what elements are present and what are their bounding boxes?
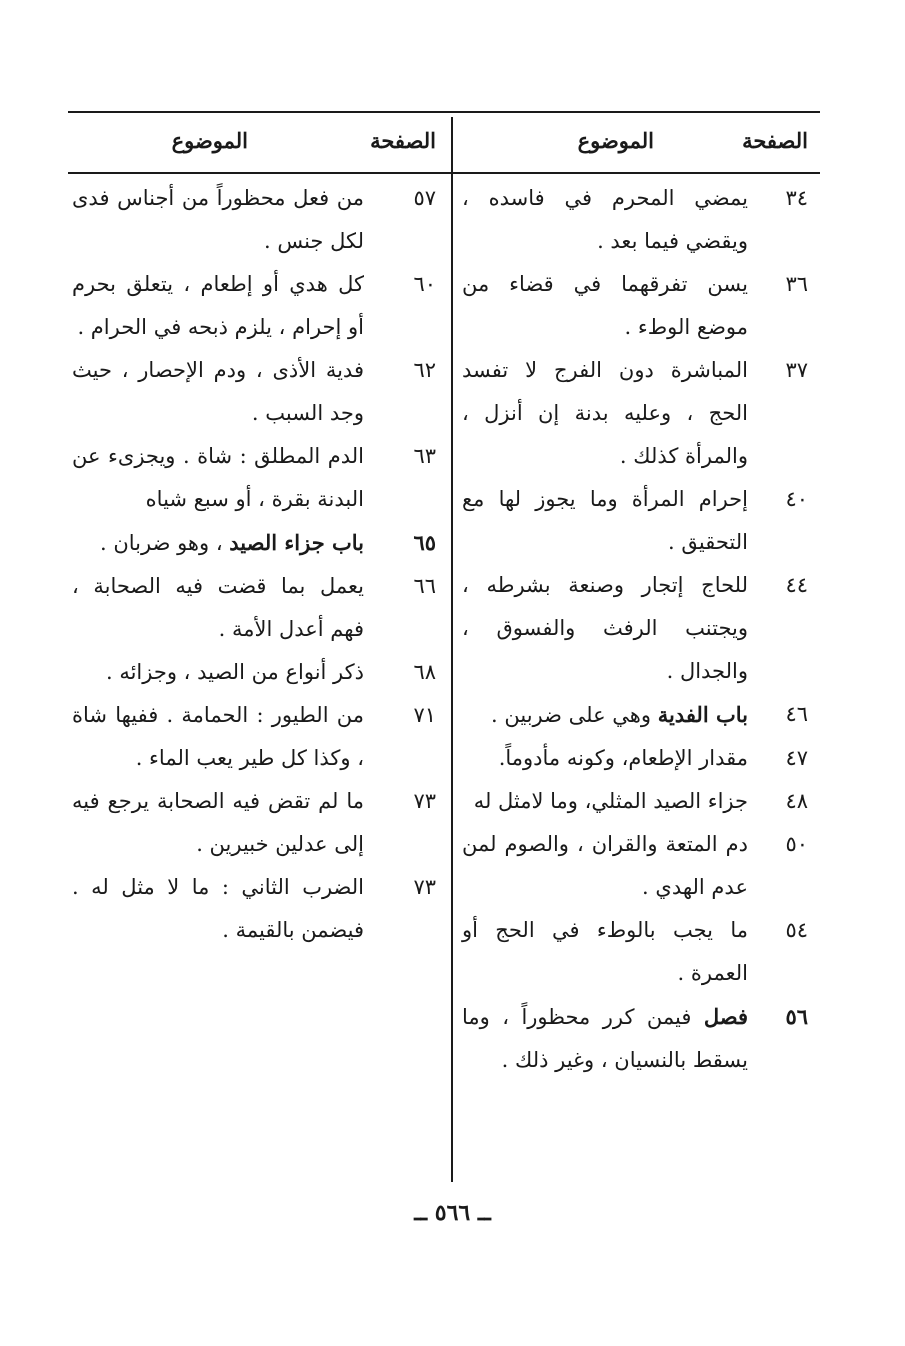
index-entry — [72, 263, 442, 349]
entry-topic — [72, 565, 374, 651]
entry-page-number: ٣٦ — [785, 272, 808, 296]
entry-text: يعمل بما قضت فيه الصحابة ، فهم أعدل الأمة . — [72, 574, 364, 641]
entry-page-number: ٥٤ — [785, 918, 808, 942]
topic-column-label: الموضوع — [577, 128, 654, 153]
entry-text: يمضي المحرم في فاسده ، ويقضي فيما بعد . — [462, 186, 748, 253]
index-entry — [462, 909, 814, 995]
page-column-label: الصفحة — [742, 128, 808, 153]
entry-page-number: ٥٦ — [785, 1004, 808, 1029]
entry-topic — [462, 349, 758, 478]
entry-page-number: ٦٣ — [413, 444, 436, 468]
index-entry — [72, 435, 442, 521]
index-entry — [72, 780, 442, 866]
entry-topic — [462, 780, 758, 823]
entry-topic — [72, 435, 374, 521]
entry-page-number: ٧١ — [413, 703, 436, 727]
entry-topic — [462, 693, 758, 737]
entry-page-number: ٧٣ — [413, 875, 436, 899]
entry-topic — [462, 478, 758, 564]
entry-page-number: ٥٧ — [413, 186, 436, 210]
entry-topic — [72, 263, 374, 349]
entry-text: ما لم تقض فيه الصحابة يرجع فيه إلى عدلين خبيرين . — [72, 789, 364, 856]
entry-heading: باب الفدية — [657, 702, 748, 727]
entry-text: ، وهو ضربان . — [99, 531, 230, 555]
topic-column-label: الموضوع — [171, 128, 248, 153]
index-entry — [462, 737, 814, 780]
entry-page-number: ٣٤ — [785, 186, 808, 210]
entry-text: كل هدي أو إطعام ، يتعلق بحرم أو إحرام ، يلزم ذبحه في الحرام . — [72, 272, 364, 339]
index-entry — [462, 693, 814, 737]
entry-text: إحرام المرأة وما يجوز لها مع التحقيق . — [462, 487, 748, 554]
entry-page-number: ٤٠ — [785, 487, 808, 511]
entry-page-number: ٤٦ — [785, 702, 808, 726]
index-entry — [462, 780, 814, 823]
entry-topic — [462, 737, 758, 780]
index-entry — [72, 694, 442, 780]
entry-page-number: ٦٠ — [413, 272, 436, 296]
entry-text: الدم المطلق : شاة . ويجزىء عن البدنة بقرة ، أو سبع شياه — [72, 444, 364, 511]
entry-topic — [72, 521, 374, 565]
entry-page-number: ٦٦ — [413, 574, 436, 598]
entry-topic — [462, 909, 758, 995]
entry-text: ما يجب بالوطء في الحج أو العمرة . — [462, 918, 748, 985]
index-entry — [72, 349, 442, 435]
column-divider — [451, 117, 453, 1182]
entry-text: للحاج إتجار وصنعة بشرطه ، ويجتنب الرفث والفسوق ، والجدال . — [462, 573, 748, 683]
index-entry — [72, 521, 442, 565]
entry-text: دم المتعة والقران ، والصوم لمن عدم الهدي . — [462, 832, 748, 899]
page-column-label: الصفحة — [370, 128, 436, 153]
left-column-header — [72, 117, 442, 169]
entry-topic — [72, 177, 374, 263]
index-entry — [462, 995, 814, 1082]
entry-topic — [72, 780, 374, 866]
index-entry — [462, 823, 814, 909]
entry-page-number: ٤٨ — [785, 789, 808, 813]
right-column — [462, 117, 814, 1082]
entry-text: فيمن كرر محظوراً ، وما يسقط بالنسيان ، وغير ذلك . — [462, 1005, 748, 1072]
entry-page-number: ٤٧ — [785, 746, 808, 770]
entry-heading: فصل — [703, 1004, 748, 1029]
index-entry — [462, 177, 814, 263]
right-column-header — [462, 117, 814, 169]
left-entries — [72, 177, 442, 952]
entry-text: الضرب الثاني : ما لا مثل له . فيضمن بالقيمة . — [72, 875, 364, 942]
entry-page-number: ٧٣ — [413, 789, 436, 813]
entry-text: من الطيور : الحمامة . ففيها شاة ، وكذا كل طير يعب الماء . — [72, 703, 364, 770]
index-entry — [72, 651, 442, 694]
entry-text: يسن تفرقهما في قضاء من موضع الوطء . — [462, 272, 748, 339]
entry-text: من فعل محظوراً من أجناس فدى لكل جنس . — [72, 186, 364, 253]
entry-page-number: ٤٤ — [785, 573, 808, 597]
entry-heading: باب جزاء الصيد — [229, 530, 364, 555]
index-entry — [462, 349, 814, 478]
entry-text: جزاء الصيد المثلي، وما لامثل له — [473, 789, 748, 813]
index-entry — [462, 564, 814, 693]
entry-page-number: ٦٢ — [413, 358, 436, 382]
index-entry — [462, 263, 814, 349]
entry-page-number: ٦٨ — [413, 660, 436, 684]
page-number: ــ ٥٦٦ ــ — [414, 1200, 491, 1226]
entry-topic — [72, 651, 374, 694]
entry-topic — [462, 823, 758, 909]
index-entry — [72, 866, 442, 952]
entry-text: ذكر أنواع من الصيد ، وجزائه . — [105, 660, 364, 684]
entry-page-number: ٣٧ — [785, 358, 808, 382]
right-entries — [462, 177, 814, 1082]
entry-text: المباشرة دون الفرج لا تفسد الحج ، وعليه بدنة إن أنزل ، والمرأة كذلك . — [462, 358, 748, 468]
entry-page-number: ٥٠ — [785, 832, 808, 856]
entry-topic — [72, 349, 374, 435]
index-entry — [72, 177, 442, 263]
entry-text: مقدار الإطعام، وكونه مأدوماً. — [498, 746, 748, 770]
entry-topic — [462, 995, 758, 1082]
entry-text: فدية الأذى ، ودم الإحصار ، حيث وجد السبب . — [72, 358, 364, 425]
entry-page-number: ٦٥ — [413, 530, 436, 555]
index-entry — [72, 565, 442, 651]
entry-topic — [462, 177, 758, 263]
left-column — [72, 117, 442, 952]
entry-topic — [72, 694, 374, 780]
entry-topic — [72, 866, 374, 952]
entry-topic — [462, 564, 758, 693]
entry-text: وهي على ضربين . — [491, 703, 658, 727]
top-rule — [68, 111, 820, 113]
index-entry — [462, 478, 814, 564]
entry-topic — [462, 263, 758, 349]
